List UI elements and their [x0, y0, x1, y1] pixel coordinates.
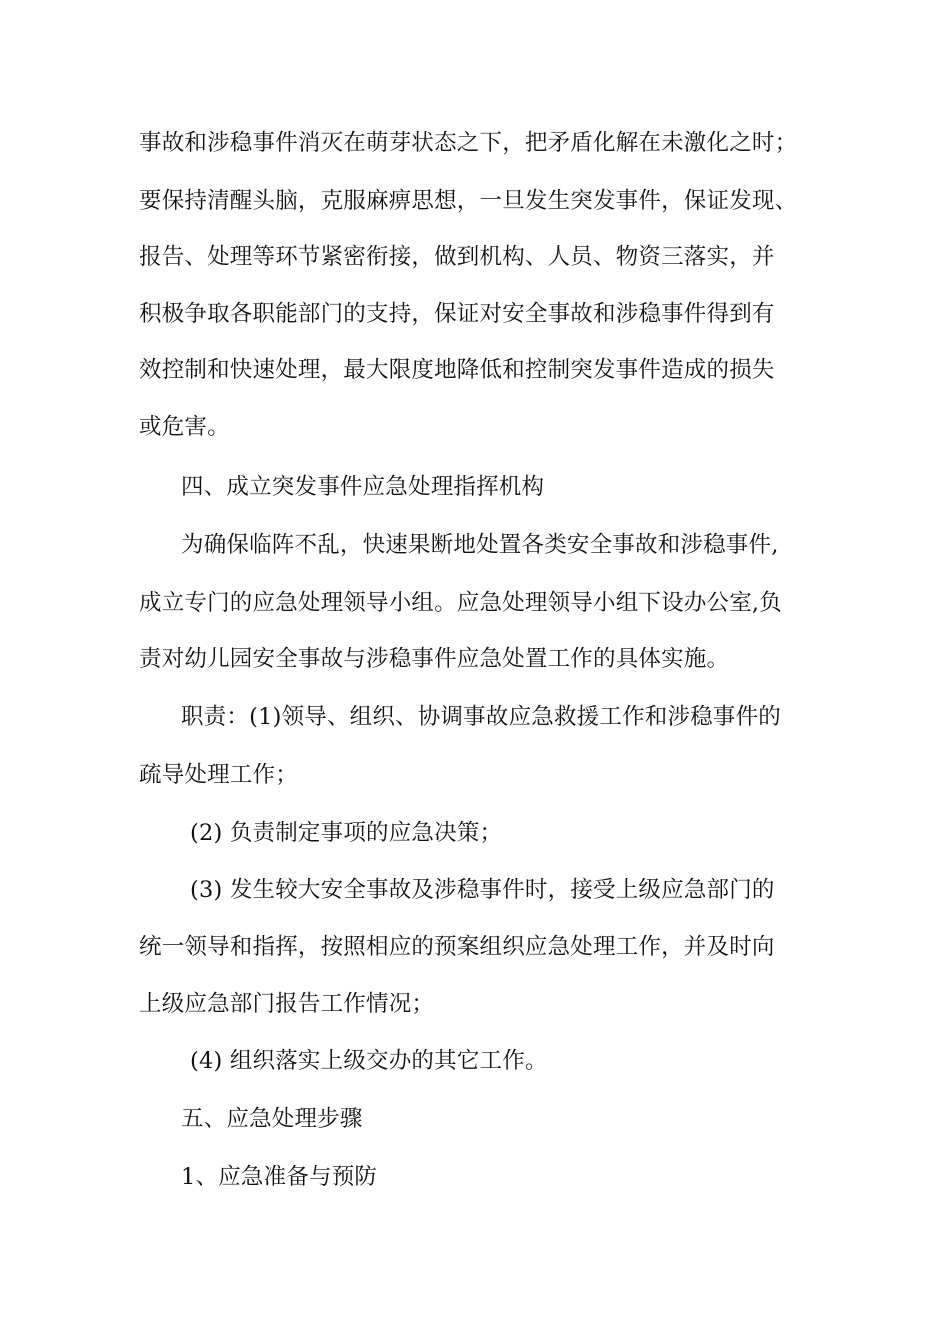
list-item: (2) 负责制定事项的应急决策；: [190, 820, 503, 846]
paragraph-line: 积极争取各职能部门的支持，保证对安全事故和涉稳事件得到有: [139, 301, 775, 327]
paragraph-line: 责对幼儿园安全事故与涉稳事件应急处置工作的具体实施。: [139, 646, 730, 672]
paragraph-line: 成立专门的应急处理领导小组。应急处理领导小组下设办公室,负: [139, 590, 782, 616]
paragraph-line: 疏导处理工作；: [139, 762, 298, 788]
list-item: (3) 发生较大安全事故及涉稳事件时，接受上级应急部门的: [190, 877, 775, 903]
paragraph-line: 要保持清醒头脑，克服麻痹思想，一旦发生突发事件，保证发现、: [139, 188, 798, 214]
section-heading: 五、应急处理步骤: [181, 1106, 363, 1132]
paragraph-line: 或危害。: [139, 414, 230, 440]
list-item: (4) 组织落实上级交办的其它工作。: [190, 1048, 548, 1074]
paragraph-line: 效控制和快速处理，最大限度地降低和控制突发事件造成的损失: [139, 357, 775, 383]
paragraph-line: 上级应急部门报告工作情况；: [139, 991, 435, 1017]
paragraph-line: 职责：(1)领导、组织、协调事故应急救援工作和涉稳事件的: [181, 704, 781, 730]
paragraph-line: 报告、处理等环节紧密衔接，做到机构、人员、物资三落实，并: [139, 244, 775, 270]
paragraph-line: 事故和涉稳事件消灭在萌芽状态之下，把矛盾化解在未激化之时；: [139, 130, 798, 156]
subsection-heading: 1、应急准备与预防: [181, 1164, 378, 1190]
paragraph-line: 为确保临阵不乱，快速果断地处置各类安全事故和涉稳事件,: [181, 532, 779, 558]
section-heading: 四、成立突发事件应急处理指挥机构: [181, 474, 545, 500]
paragraph-line: 统一领导和指挥，按照相应的预案组织应急处理工作，并及时向: [139, 934, 775, 960]
